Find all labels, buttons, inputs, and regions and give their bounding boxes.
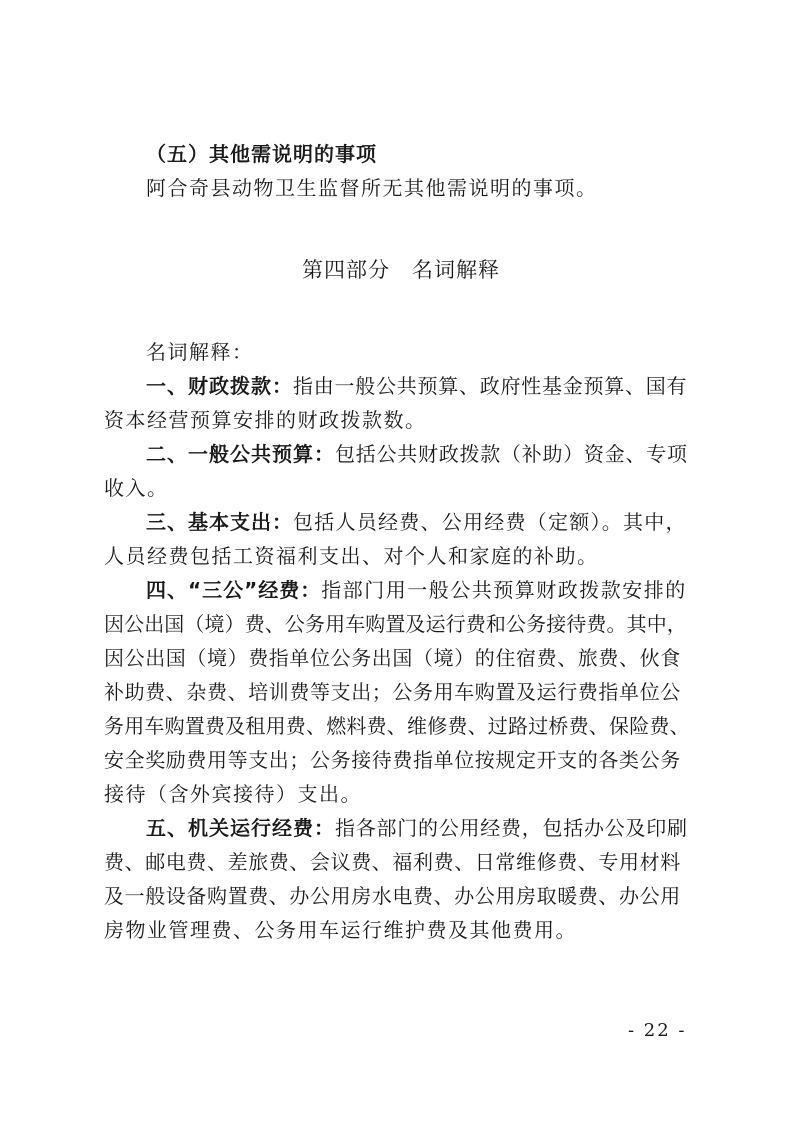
glossary-intro: 名词解释：: [146, 340, 254, 364]
glossary-term: 五、机关运行经费：: [146, 816, 335, 840]
glossary-line: 及一般设备购置费、办公用房水电费、办公用房取暖费、办公用: [104, 884, 681, 908]
glossary-term: 四、“三公”经费：: [146, 578, 322, 602]
glossary-text: 指由一般公共预算、政府性基金预算、国有: [293, 374, 688, 398]
glossary-text: 包括人员经费、公用经费（定额）。其中，: [293, 510, 687, 534]
glossary-line: 房物业管理费、公务用车运行维护费及其他费用。: [104, 918, 577, 942]
glossary-item-4-first-line: [146, 578, 687, 602]
glossary-item-5-first-line: [146, 816, 688, 840]
glossary-line: 资本经营预算安排的财政拨款数。: [104, 408, 427, 432]
glossary-line: 收入。: [104, 476, 169, 500]
glossary-term: 三、基本支出：: [146, 510, 293, 534]
section-body: 阿合奇县动物卫生监督所无其他需说明的事项。: [146, 176, 598, 200]
glossary-text: 包括公共财政拨款（补助）资金、专项: [335, 442, 688, 466]
glossary-line: 接待（含外宾接待）支出。: [104, 782, 362, 806]
glossary-item-2-first-line: [146, 442, 688, 466]
glossary-line: 因公出国（境）费、公务用车购置及运行费和公务接待费。其中，: [104, 612, 687, 636]
glossary-line: 因公出国（境）费指单位公务出国（境）的住宿费、旅费、伙食: [104, 646, 681, 670]
glossary-text: 指各部门的公用经费，包括办公及印刷: [335, 816, 688, 840]
glossary-item-3-first-line: [146, 510, 687, 534]
glossary-term: 一、财政拨款：: [146, 374, 293, 398]
glossary-line: 务用车购置费及租用费、燃料费、维修费、过路过桥费、保险费、: [104, 714, 690, 738]
page-number: - 22 -: [628, 1020, 687, 1041]
glossary-line: 人员经费包括工资福利支出、对个人和家庭的补助。: [104, 544, 599, 568]
part-title: 第四部分 名词解释: [302, 258, 500, 282]
glossary-term: 二、一般公共预算：: [146, 442, 335, 466]
glossary-line: 费、邮电费、差旅费、会议费、福利费、日常维修费、专用材料: [104, 850, 681, 874]
section-heading: （五）其他需说明的事项: [146, 142, 377, 166]
glossary-line: 补助费、杂费、培训费等支出；公务用车购置及运行费指单位公: [104, 680, 681, 704]
glossary-line: 安全奖励费用等支出；公务接待费指单位按规定开支的各类公务: [104, 748, 681, 772]
glossary-text: 指部门用一般公共预算财政拨款安排的: [321, 578, 687, 602]
glossary-item-1-first-line: [146, 374, 687, 398]
